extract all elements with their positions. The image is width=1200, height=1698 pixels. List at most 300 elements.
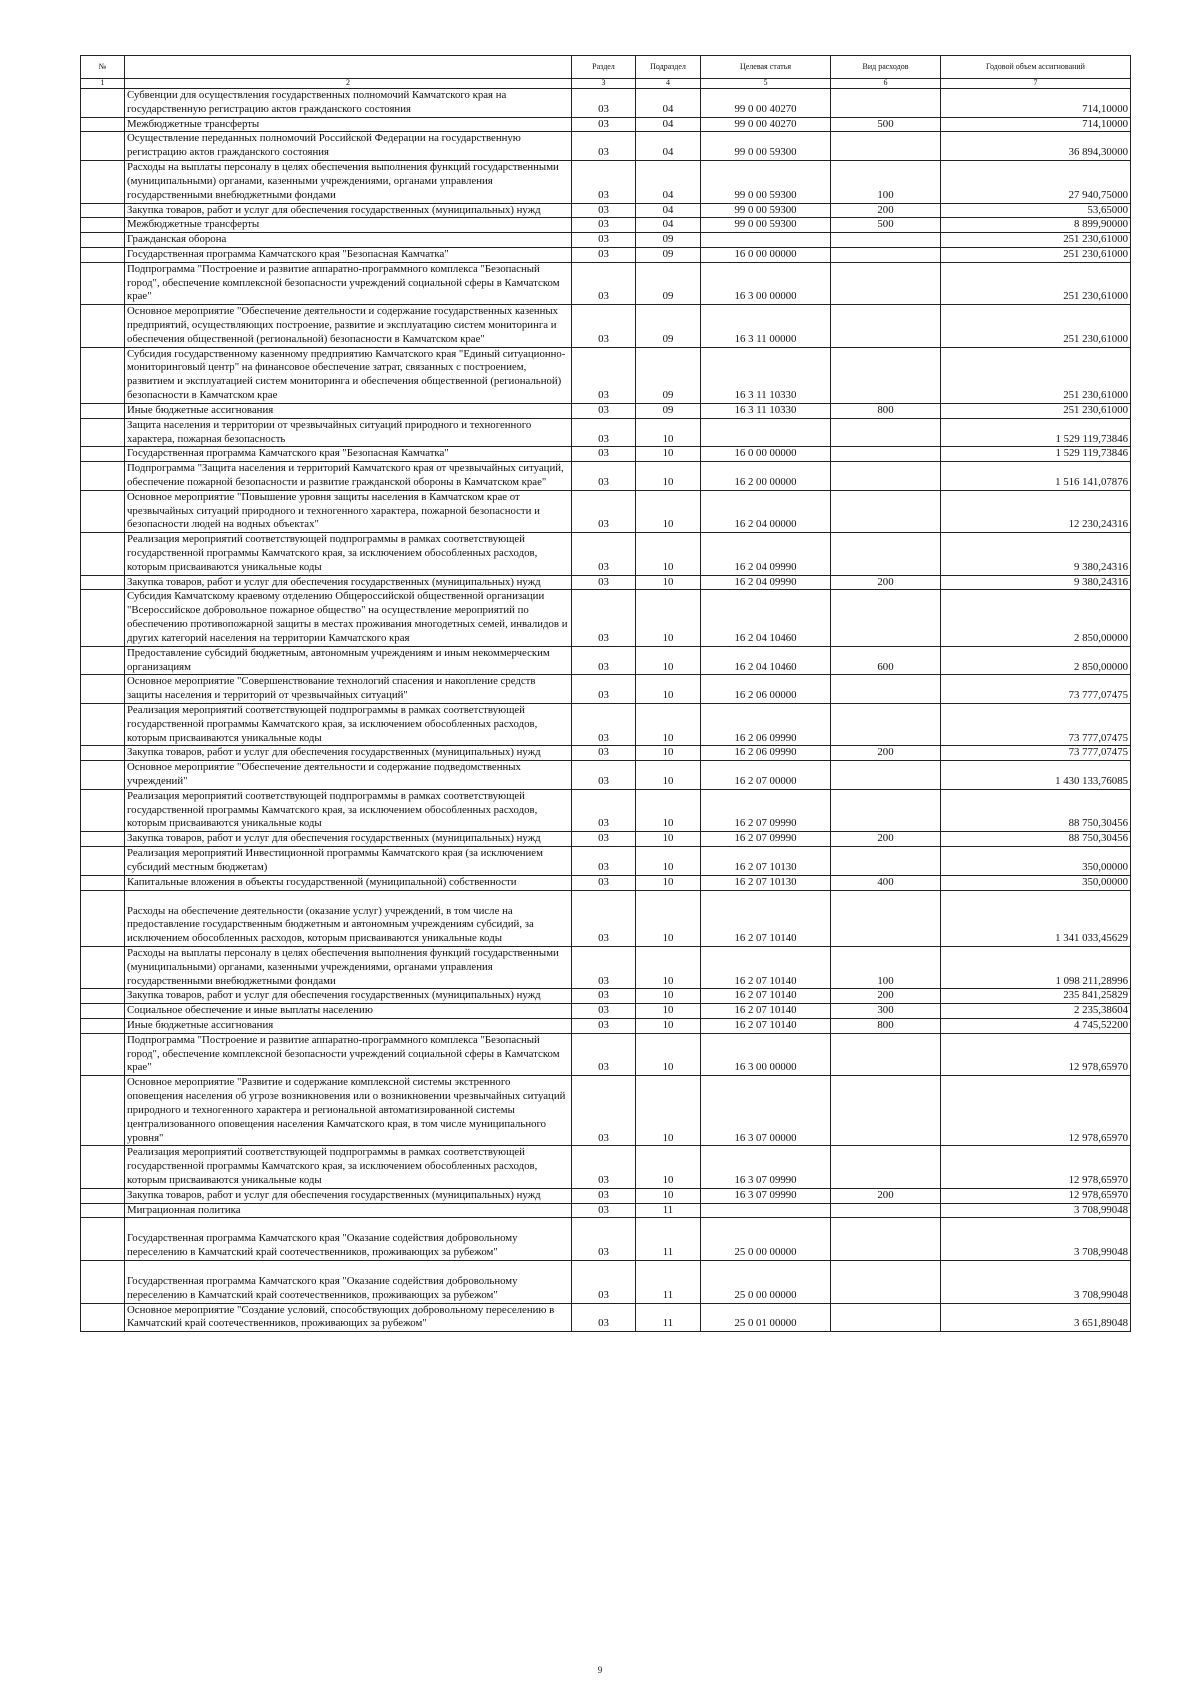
row-target-cell: 16 2 04 09990 bbox=[701, 575, 831, 590]
row-name-cell: Межбюджетные трансферты bbox=[125, 117, 572, 132]
row-podrazdel-cell: 04 bbox=[636, 161, 701, 203]
row-podrazdel-cell: 10 bbox=[636, 590, 701, 646]
row-podrazdel-cell: 10 bbox=[636, 875, 701, 890]
row-number-cell bbox=[81, 675, 125, 704]
row-podrazdel-cell: 10 bbox=[636, 703, 701, 745]
row-kind-cell bbox=[831, 1218, 941, 1261]
row-amount-cell: 4 745,52200 bbox=[941, 1019, 1131, 1034]
row-kind-cell bbox=[831, 533, 941, 575]
table-row bbox=[81, 875, 1131, 890]
row-amount-cell: 251 230,61000 bbox=[941, 403, 1131, 418]
row-kind-cell: 800 bbox=[831, 1019, 941, 1034]
row-podrazdel-cell: 09 bbox=[636, 403, 701, 418]
row-podrazdel-cell: 09 bbox=[636, 347, 701, 403]
row-razdel-cell: 03 bbox=[572, 490, 636, 532]
row-kind-cell bbox=[831, 761, 941, 790]
row-name-cell: Основное мероприятие "Развитие и содержание комплексной системы экстренного оповещения населения об угрозе возникновения или о возникновении чрезвычайных ситуаций природного и техногенного характера и региональной автоматизированной системы централизованного оповещения населения Камчатского края, в том числе муниципального уровня" bbox=[125, 1076, 572, 1146]
row-number-cell bbox=[81, 418, 125, 447]
row-razdel-cell: 03 bbox=[572, 262, 636, 304]
row-number-cell bbox=[81, 847, 125, 876]
row-target-cell: 99 0 00 59300 bbox=[701, 161, 831, 203]
row-name-cell: Реализация мероприятий Инвестиционной программы Камчатского края (за исключением субсидий местным бюджетам) bbox=[125, 847, 572, 876]
row-amount-cell: 251 230,61000 bbox=[941, 233, 1131, 248]
row-kind-cell: 200 bbox=[831, 746, 941, 761]
row-number-cell bbox=[81, 789, 125, 831]
row-target-cell: 99 0 00 40270 bbox=[701, 117, 831, 132]
row-name-cell: Основное мероприятие "Обеспечение деятельности и содержание подведомственных учреждений" bbox=[125, 761, 572, 790]
row-kind-cell bbox=[831, 233, 941, 248]
row-podrazdel-cell: 04 bbox=[636, 117, 701, 132]
row-number-cell bbox=[81, 875, 125, 890]
row-razdel-cell: 03 bbox=[572, 1076, 636, 1146]
row-name-cell: Иные бюджетные ассигнования bbox=[125, 1019, 572, 1034]
row-target-cell: 16 3 11 10330 bbox=[701, 403, 831, 418]
row-razdel-cell: 03 bbox=[572, 703, 636, 745]
row-razdel-cell: 03 bbox=[572, 533, 636, 575]
row-name-cell: Расходы на обеспечение деятельности (оказание услуг) учреждений, в том числе на предоставление государственным бюджетным и автономным учреждениям субсидий, за исключением обособленных расходов, которым присваиваются уникальные коды bbox=[125, 890, 572, 946]
row-razdel-cell: 03 bbox=[572, 1033, 636, 1075]
table-row bbox=[81, 161, 1131, 203]
row-amount-cell: 9 380,24316 bbox=[941, 533, 1131, 575]
row-number-cell bbox=[81, 890, 125, 946]
row-target-cell: 16 2 06 09990 bbox=[701, 703, 831, 745]
row-target-cell: 16 3 07 09990 bbox=[701, 1146, 831, 1188]
row-amount-cell: 714,10000 bbox=[941, 117, 1131, 132]
row-amount-cell: 1 430 133,76085 bbox=[941, 761, 1131, 790]
table-row bbox=[81, 403, 1131, 418]
row-target-cell: 25 0 00 00000 bbox=[701, 1218, 831, 1261]
row-number-cell bbox=[81, 161, 125, 203]
table-body bbox=[81, 89, 1131, 1332]
row-razdel-cell: 03 bbox=[572, 233, 636, 248]
row-amount-cell: 12 978,65970 bbox=[941, 1033, 1131, 1075]
row-number-cell bbox=[81, 262, 125, 304]
col-header-name bbox=[125, 56, 572, 79]
row-amount-cell: 36 894,30000 bbox=[941, 132, 1131, 161]
row-name-cell: Подпрограмма "Построение и развитие аппаратно-программного комплекса "Безопасный город", обеспечение комплексной безопасности учреждений социальной сферы в Камчатском крае" bbox=[125, 1033, 572, 1075]
row-target-cell: 99 0 00 59300 bbox=[701, 132, 831, 161]
row-number-cell bbox=[81, 132, 125, 161]
row-kind-cell bbox=[831, 89, 941, 118]
table-row bbox=[81, 890, 1131, 946]
row-target-cell: 16 3 07 00000 bbox=[701, 1076, 831, 1146]
row-podrazdel-cell: 11 bbox=[636, 1303, 701, 1332]
row-amount-cell: 27 940,75000 bbox=[941, 161, 1131, 203]
table-row bbox=[81, 418, 1131, 447]
row-target-cell bbox=[701, 418, 831, 447]
row-podrazdel-cell: 10 bbox=[636, 1004, 701, 1019]
row-amount-cell: 3 708,99048 bbox=[941, 1203, 1131, 1218]
row-kind-cell: 100 bbox=[831, 161, 941, 203]
row-kind-cell bbox=[831, 789, 941, 831]
table-row bbox=[81, 946, 1131, 988]
row-razdel-cell: 03 bbox=[572, 218, 636, 233]
row-name-cell: Государственная программа Камчатского края "Оказание содействия добровольному переселению в Камчатский край соотечественников, проживающих за рубежом" bbox=[125, 1218, 572, 1261]
table-row bbox=[81, 132, 1131, 161]
row-amount-cell: 88 750,30456 bbox=[941, 832, 1131, 847]
row-razdel-cell: 03 bbox=[572, 117, 636, 132]
row-podrazdel-cell: 04 bbox=[636, 203, 701, 218]
row-name-cell: Защита населения и территории от чрезвычайных ситуаций природного и техногенного характера, пожарная безопасность bbox=[125, 418, 572, 447]
row-target-cell: 16 2 07 10140 bbox=[701, 946, 831, 988]
row-amount-cell: 1 529 119,73846 bbox=[941, 447, 1131, 462]
row-podrazdel-cell: 10 bbox=[636, 447, 701, 462]
row-name-cell: Миграционная политика bbox=[125, 1203, 572, 1218]
row-name-cell: Субсидия Камчатскому краевому отделению Общероссийской общественной организации "Всероссийское добровольное пожарное общество" на осуществление мероприятий по обеспечению противопожарной защиты в местах проживания многодетных семей, инвалидов и других категорий населения на территории Камчатского края bbox=[125, 590, 572, 646]
row-target-cell: 16 3 07 09990 bbox=[701, 1188, 831, 1203]
row-number-cell bbox=[81, 1261, 125, 1304]
col-header-amount: Годовой объем ассигнований bbox=[941, 56, 1131, 79]
row-kind-cell bbox=[831, 447, 941, 462]
row-target-cell: 99 0 00 59300 bbox=[701, 218, 831, 233]
row-name-cell: Государственная программа Камчатского края "Безопасная Камчатка" bbox=[125, 447, 572, 462]
col-header-podrazdel: Подраздел bbox=[636, 56, 701, 79]
row-podrazdel-cell: 10 bbox=[636, 989, 701, 1004]
row-razdel-cell: 03 bbox=[572, 1261, 636, 1304]
row-kind-cell: 800 bbox=[831, 403, 941, 418]
row-kind-cell bbox=[831, 703, 941, 745]
row-kind-cell: 100 bbox=[831, 946, 941, 988]
row-podrazdel-cell: 04 bbox=[636, 89, 701, 118]
row-podrazdel-cell: 10 bbox=[636, 490, 701, 532]
row-target-cell: 16 2 07 10130 bbox=[701, 847, 831, 876]
row-number-cell bbox=[81, 305, 125, 347]
row-amount-cell: 53,65000 bbox=[941, 203, 1131, 218]
row-target-cell: 16 2 07 10130 bbox=[701, 875, 831, 890]
row-target-cell: 16 2 07 10140 bbox=[701, 890, 831, 946]
row-name-cell: Подпрограмма "Защита населения и территорий Камчатского края от чрезвычайных ситуаций, обеспечение пожарной безопасности и развитие гражданской обороны в Камчатском крае" bbox=[125, 462, 572, 491]
row-number-cell bbox=[81, 989, 125, 1004]
row-amount-cell: 8 899,90000 bbox=[941, 218, 1131, 233]
row-kind-cell bbox=[831, 418, 941, 447]
row-number-cell bbox=[81, 203, 125, 218]
table-header-row bbox=[81, 56, 1131, 79]
table-row bbox=[81, 247, 1131, 262]
row-amount-cell: 12 230,24316 bbox=[941, 490, 1131, 532]
row-podrazdel-cell: 11 bbox=[636, 1218, 701, 1261]
row-target-cell: 99 0 00 40270 bbox=[701, 89, 831, 118]
row-number-cell bbox=[81, 462, 125, 491]
row-amount-cell: 251 230,61000 bbox=[941, 247, 1131, 262]
table-row bbox=[81, 1218, 1131, 1261]
row-razdel-cell: 03 bbox=[572, 832, 636, 847]
row-razdel-cell: 03 bbox=[572, 1303, 636, 1332]
row-kind-cell: 200 bbox=[831, 1188, 941, 1203]
row-number-cell bbox=[81, 746, 125, 761]
budget-sheet bbox=[80, 55, 1130, 1332]
row-razdel-cell: 03 bbox=[572, 789, 636, 831]
row-kind-cell: 400 bbox=[831, 875, 941, 890]
row-razdel-cell: 03 bbox=[572, 1203, 636, 1218]
row-podrazdel-cell: 10 bbox=[636, 946, 701, 988]
row-amount-cell: 73 777,07475 bbox=[941, 675, 1131, 704]
table-row bbox=[81, 761, 1131, 790]
row-podrazdel-cell: 10 bbox=[636, 418, 701, 447]
row-podrazdel-cell: 09 bbox=[636, 233, 701, 248]
table-row bbox=[81, 746, 1131, 761]
row-number-cell bbox=[81, 233, 125, 248]
row-amount-cell: 9 380,24316 bbox=[941, 575, 1131, 590]
row-razdel-cell: 03 bbox=[572, 761, 636, 790]
row-podrazdel-cell: 10 bbox=[636, 789, 701, 831]
table-row bbox=[81, 989, 1131, 1004]
row-target-cell: 16 2 07 10140 bbox=[701, 1019, 831, 1034]
row-kind-cell bbox=[831, 1261, 941, 1304]
row-name-cell: Предоставление субсидий бюджетным, автономным учреждениям и иным некоммерческим организациям bbox=[125, 646, 572, 675]
row-amount-cell: 714,10000 bbox=[941, 89, 1131, 118]
row-target-cell bbox=[701, 1203, 831, 1218]
row-podrazdel-cell: 10 bbox=[636, 1188, 701, 1203]
row-razdel-cell: 03 bbox=[572, 403, 636, 418]
row-name-cell: Иные бюджетные ассигнования bbox=[125, 403, 572, 418]
col-header-razdel: Раздел bbox=[572, 56, 636, 79]
row-number-cell bbox=[81, 1004, 125, 1019]
row-amount-cell: 1 341 033,45629 bbox=[941, 890, 1131, 946]
row-target-cell: 16 2 04 10460 bbox=[701, 646, 831, 675]
row-podrazdel-cell: 10 bbox=[636, 575, 701, 590]
row-kind-cell bbox=[831, 132, 941, 161]
table-row bbox=[81, 1004, 1131, 1019]
row-number-cell bbox=[81, 1203, 125, 1218]
table-row bbox=[81, 847, 1131, 876]
table-row bbox=[81, 1146, 1131, 1188]
row-podrazdel-cell: 09 bbox=[636, 247, 701, 262]
row-podrazdel-cell: 10 bbox=[636, 462, 701, 491]
row-razdel-cell: 03 bbox=[572, 89, 636, 118]
row-kind-cell bbox=[831, 462, 941, 491]
row-razdel-cell: 03 bbox=[572, 203, 636, 218]
table-row bbox=[81, 590, 1131, 646]
row-number-cell bbox=[81, 1033, 125, 1075]
row-target-cell: 16 2 07 10140 bbox=[701, 1004, 831, 1019]
row-razdel-cell: 03 bbox=[572, 675, 636, 704]
row-name-cell: Основное мероприятие "Обеспечение деятельности и содержание государственных казенных предприятий, осуществляющих построение, развитие и эксплуатацию систем мониторинга и обеспечения общественной (региональной) безопасности в Камчатском крае" bbox=[125, 305, 572, 347]
row-amount-cell: 1 516 141,07876 bbox=[941, 462, 1131, 491]
row-razdel-cell: 03 bbox=[572, 1218, 636, 1261]
table-row bbox=[81, 305, 1131, 347]
row-podrazdel-cell: 09 bbox=[636, 262, 701, 304]
row-kind-cell bbox=[831, 490, 941, 532]
row-number-cell bbox=[81, 1218, 125, 1261]
row-number-cell bbox=[81, 575, 125, 590]
row-amount-cell: 12 978,65970 bbox=[941, 1188, 1131, 1203]
row-kind-cell bbox=[831, 675, 941, 704]
row-razdel-cell: 03 bbox=[572, 890, 636, 946]
row-podrazdel-cell: 10 bbox=[636, 1019, 701, 1034]
table-row bbox=[81, 1261, 1131, 1304]
row-name-cell: Субвенции для осуществления государственных полномочий Камчатского края на государственную регистрацию актов гражданского состояния bbox=[125, 89, 572, 118]
table-row bbox=[81, 1019, 1131, 1034]
row-podrazdel-cell: 04 bbox=[636, 132, 701, 161]
col-number-7: 7 bbox=[941, 79, 1131, 89]
row-name-cell: Социальное обеспечение и иные выплаты населению bbox=[125, 1004, 572, 1019]
row-target-cell: 16 2 00 00000 bbox=[701, 462, 831, 491]
row-kind-cell: 300 bbox=[831, 1004, 941, 1019]
row-razdel-cell: 03 bbox=[572, 875, 636, 890]
col-header-kind: Вид расходов bbox=[831, 56, 941, 79]
row-razdel-cell: 03 bbox=[572, 462, 636, 491]
row-razdel-cell: 03 bbox=[572, 847, 636, 876]
row-name-cell: Реализация мероприятий соответствующей подпрограммы в рамках соответствующей государственной программы Камчатского края, за исключением обособленных расходов, которым присваиваются уникальные коды bbox=[125, 1146, 572, 1188]
row-amount-cell: 12 978,65970 bbox=[941, 1076, 1131, 1146]
row-razdel-cell: 03 bbox=[572, 1004, 636, 1019]
row-number-cell bbox=[81, 533, 125, 575]
row-podrazdel-cell: 10 bbox=[636, 675, 701, 704]
row-kind-cell bbox=[831, 1076, 941, 1146]
row-name-cell: Расходы на выплаты персоналу в целях обеспечения выполнения функций государственными (муниципальными) органами, казенными учреждениями, органами управления государственными внебюджетными фондами bbox=[125, 946, 572, 988]
row-number-cell bbox=[81, 89, 125, 118]
col-header-target: Целевая статья bbox=[701, 56, 831, 79]
page-number: 9 bbox=[597, 1665, 603, 1675]
row-razdel-cell: 03 bbox=[572, 132, 636, 161]
row-target-cell: 99 0 00 59300 bbox=[701, 203, 831, 218]
row-podrazdel-cell: 10 bbox=[636, 832, 701, 847]
row-number-cell bbox=[81, 1076, 125, 1146]
row-number-cell bbox=[81, 646, 125, 675]
row-kind-cell: 500 bbox=[831, 117, 941, 132]
row-kind-cell bbox=[831, 1146, 941, 1188]
row-name-cell: Капитальные вложения в объекты государственной (муниципальной) собственности bbox=[125, 875, 572, 890]
row-number-cell bbox=[81, 1146, 125, 1188]
row-razdel-cell: 03 bbox=[572, 1188, 636, 1203]
row-target-cell: 16 3 11 10330 bbox=[701, 347, 831, 403]
row-razdel-cell: 03 bbox=[572, 989, 636, 1004]
row-target-cell: 16 2 04 00000 bbox=[701, 490, 831, 532]
table-row bbox=[81, 1203, 1131, 1218]
row-name-cell: Основное мероприятие "Повышение уровня защиты населения в Камчатском крае от чрезвычайных ситуаций природного и техногенного характера, пожарной безопасности и безопасности людей на водных объектах" bbox=[125, 490, 572, 532]
row-name-cell: Гражданская оборона bbox=[125, 233, 572, 248]
col-number-4: 4 bbox=[636, 79, 701, 89]
row-name-cell: Реализация мероприятий соответствующей подпрограммы в рамках соответствующей государственной программы Камчатского края, за исключением обособленных расходов, которым присваиваются уникальные коды bbox=[125, 703, 572, 745]
row-amount-cell: 2 850,00000 bbox=[941, 590, 1131, 646]
col-number-3: 3 bbox=[572, 79, 636, 89]
row-amount-cell: 235 841,25829 bbox=[941, 989, 1131, 1004]
row-target-cell: 25 0 00 00000 bbox=[701, 1261, 831, 1304]
row-podrazdel-cell: 10 bbox=[636, 890, 701, 946]
row-number-cell bbox=[81, 1019, 125, 1034]
row-kind-cell: 200 bbox=[831, 832, 941, 847]
table-row bbox=[81, 447, 1131, 462]
row-amount-cell: 2 850,00000 bbox=[941, 646, 1131, 675]
row-podrazdel-cell: 10 bbox=[636, 847, 701, 876]
row-kind-cell: 200 bbox=[831, 989, 941, 1004]
row-amount-cell: 2 235,38604 bbox=[941, 1004, 1131, 1019]
row-target-cell: 16 2 04 09990 bbox=[701, 533, 831, 575]
row-target-cell: 16 3 11 00000 bbox=[701, 305, 831, 347]
row-target-cell: 16 0 00 00000 bbox=[701, 247, 831, 262]
table-row bbox=[81, 646, 1131, 675]
row-razdel-cell: 03 bbox=[572, 746, 636, 761]
table-row bbox=[81, 1188, 1131, 1203]
row-kind-cell: 500 bbox=[831, 218, 941, 233]
row-kind-cell bbox=[831, 262, 941, 304]
row-amount-cell: 1 529 119,73846 bbox=[941, 418, 1131, 447]
row-razdel-cell: 03 bbox=[572, 418, 636, 447]
row-target-cell: 16 3 00 00000 bbox=[701, 262, 831, 304]
row-razdel-cell: 03 bbox=[572, 1146, 636, 1188]
row-number-cell bbox=[81, 1303, 125, 1332]
row-razdel-cell: 03 bbox=[572, 161, 636, 203]
row-amount-cell: 88 750,30456 bbox=[941, 789, 1131, 831]
row-amount-cell: 350,00000 bbox=[941, 875, 1131, 890]
table-row bbox=[81, 533, 1131, 575]
table-row bbox=[81, 462, 1131, 491]
row-razdel-cell: 03 bbox=[572, 247, 636, 262]
row-amount-cell: 251 230,61000 bbox=[941, 347, 1131, 403]
row-name-cell: Закупка товаров, работ и услуг для обеспечения государственных (муниципальных) нужд bbox=[125, 575, 572, 590]
row-podrazdel-cell: 10 bbox=[636, 761, 701, 790]
row-target-cell: 16 2 06 09990 bbox=[701, 746, 831, 761]
table-row bbox=[81, 1076, 1131, 1146]
row-name-cell: Субсидия государственному казенному предприятию Камчатского края "Единый ситуационно-мониторинговый центр" на финансовое обеспечение затрат, связанных с построением, развитием и эксплуатацией систем мониторинга и обеспечения общественной (региональной) безопасности в Камчатском крае bbox=[125, 347, 572, 403]
row-name-cell: Подпрограмма "Построение и развитие аппаратно-программного комплекса "Безопасный город", обеспечение комплексной безопасности учреждений социальной сферы в Камчатском крае" bbox=[125, 262, 572, 304]
row-name-cell: Государственная программа Камчатского края "Безопасная Камчатка" bbox=[125, 247, 572, 262]
row-razdel-cell: 03 bbox=[572, 646, 636, 675]
row-name-cell: Реализация мероприятий соответствующей подпрограммы в рамках соответствующей государственной программы Камчатского края, за исключением обособленных расходов, которым присваиваются уникальные коды bbox=[125, 789, 572, 831]
table-row bbox=[81, 1303, 1131, 1332]
table-row bbox=[81, 218, 1131, 233]
row-name-cell: Закупка товаров, работ и услуг для обеспечения государственных (муниципальных) нужд bbox=[125, 989, 572, 1004]
table-row bbox=[81, 832, 1131, 847]
table-row bbox=[81, 1033, 1131, 1075]
row-podrazdel-cell: 11 bbox=[636, 1261, 701, 1304]
row-name-cell: Основное мероприятие "Совершенствование технологий спасения и накопление средств защиты населения и территорий от чрезвычайных ситуаций" bbox=[125, 675, 572, 704]
row-name-cell: Закупка товаров, работ и услуг для обеспечения государственных (муниципальных) нужд bbox=[125, 203, 572, 218]
row-kind-cell: 200 bbox=[831, 575, 941, 590]
row-kind-cell bbox=[831, 1203, 941, 1218]
table-row bbox=[81, 117, 1131, 132]
row-number-cell bbox=[81, 247, 125, 262]
row-kind-cell bbox=[831, 590, 941, 646]
row-number-cell bbox=[81, 490, 125, 532]
row-kind-cell: 600 bbox=[831, 646, 941, 675]
row-kind-cell bbox=[831, 1033, 941, 1075]
row-kind-cell bbox=[831, 347, 941, 403]
row-podrazdel-cell: 10 bbox=[636, 1033, 701, 1075]
table-row bbox=[81, 262, 1131, 304]
col-number-2: 2 bbox=[125, 79, 572, 89]
row-razdel-cell: 03 bbox=[572, 447, 636, 462]
row-podrazdel-cell: 11 bbox=[636, 1203, 701, 1218]
col-number-1: 1 bbox=[81, 79, 125, 89]
row-podrazdel-cell: 09 bbox=[636, 305, 701, 347]
row-target-cell: 16 2 04 10460 bbox=[701, 590, 831, 646]
row-name-cell: Закупка товаров, работ и услуг для обеспечения государственных (муниципальных) нужд bbox=[125, 746, 572, 761]
row-target-cell: 16 2 07 10140 bbox=[701, 989, 831, 1004]
row-name-cell: Реализация мероприятий соответствующей подпрограммы в рамках соответствующей государственной программы Камчатского края, за исключением обособленных расходов, которым присваиваются уникальные коды bbox=[125, 533, 572, 575]
row-target-cell bbox=[701, 233, 831, 248]
table-row bbox=[81, 575, 1131, 590]
row-number-cell bbox=[81, 590, 125, 646]
table-row bbox=[81, 89, 1131, 118]
row-target-cell: 16 2 07 00000 bbox=[701, 761, 831, 790]
row-number-cell bbox=[81, 403, 125, 418]
table-row bbox=[81, 490, 1131, 532]
col-header-no: № bbox=[81, 56, 125, 79]
row-kind-cell bbox=[831, 1303, 941, 1332]
row-number-cell bbox=[81, 447, 125, 462]
row-number-cell bbox=[81, 218, 125, 233]
row-razdel-cell: 03 bbox=[572, 590, 636, 646]
row-name-cell: Закупка товаров, работ и услуг для обеспечения государственных (муниципальных) нужд bbox=[125, 832, 572, 847]
row-podrazdel-cell: 10 bbox=[636, 533, 701, 575]
row-amount-cell: 3 651,89048 bbox=[941, 1303, 1131, 1332]
row-target-cell: 16 3 00 00000 bbox=[701, 1033, 831, 1075]
row-razdel-cell: 03 bbox=[572, 575, 636, 590]
row-podrazdel-cell: 10 bbox=[636, 1076, 701, 1146]
row-amount-cell: 73 777,07475 bbox=[941, 703, 1131, 745]
row-amount-cell: 3 708,99048 bbox=[941, 1218, 1131, 1261]
